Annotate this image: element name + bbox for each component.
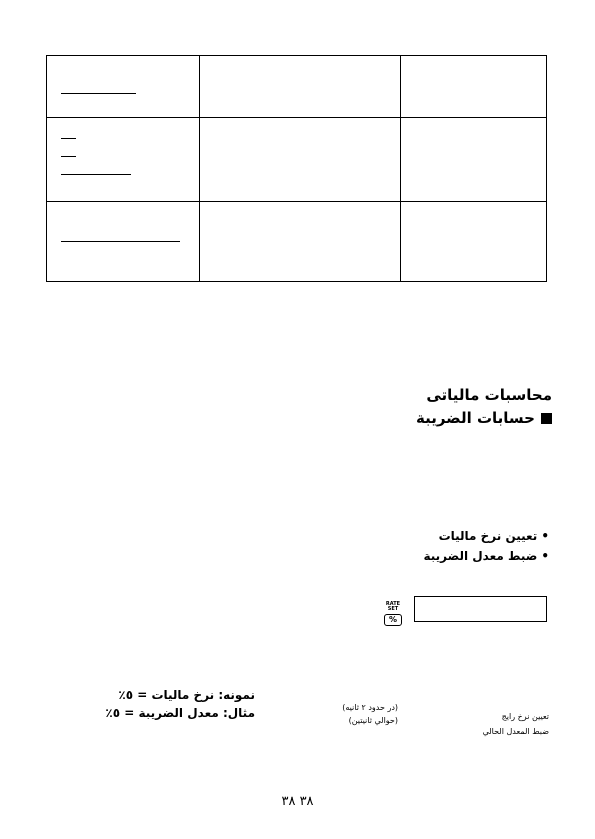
bullet-item: •تعیین نرخ مالیات <box>438 529 549 543</box>
blank-rule <box>61 156 76 157</box>
set-rate-note: تعیین نرخ رایج <box>501 712 549 721</box>
blank-rule <box>61 93 136 94</box>
set-rate-note: ضبط المعدل الحالي <box>482 727 549 736</box>
example-line: مثال: معدل الضريبة = ٥٪ <box>105 706 255 720</box>
square-bullet-icon <box>541 413 552 424</box>
blank-rule <box>61 174 131 175</box>
duration-note: (حوالي ثانيتين) <box>348 716 398 725</box>
table-row-divider <box>47 117 546 118</box>
table-row-divider <box>47 201 546 202</box>
table-column-divider <box>400 56 401 281</box>
rate-set-key-icon: RATE SET % <box>385 601 401 624</box>
bullet-item: •ضبط معدل الضريبة <box>423 549 549 563</box>
calculator-display-box <box>414 596 547 622</box>
instruction-table <box>46 55 547 282</box>
section-title: محاسبات مالیاتی <box>426 386 552 404</box>
blank-rule <box>61 241 180 242</box>
blank-rule <box>61 138 76 139</box>
table-column-divider <box>199 56 200 281</box>
section-subtitle: حسابات الضريبة <box>416 409 552 427</box>
example-line: نمونه: نرخ مالیات = ٥٪ <box>118 688 255 702</box>
page-number: ۳۸ ۳۸ <box>281 794 314 809</box>
duration-note: (در حدود ۲ ثانیه) <box>342 703 398 712</box>
